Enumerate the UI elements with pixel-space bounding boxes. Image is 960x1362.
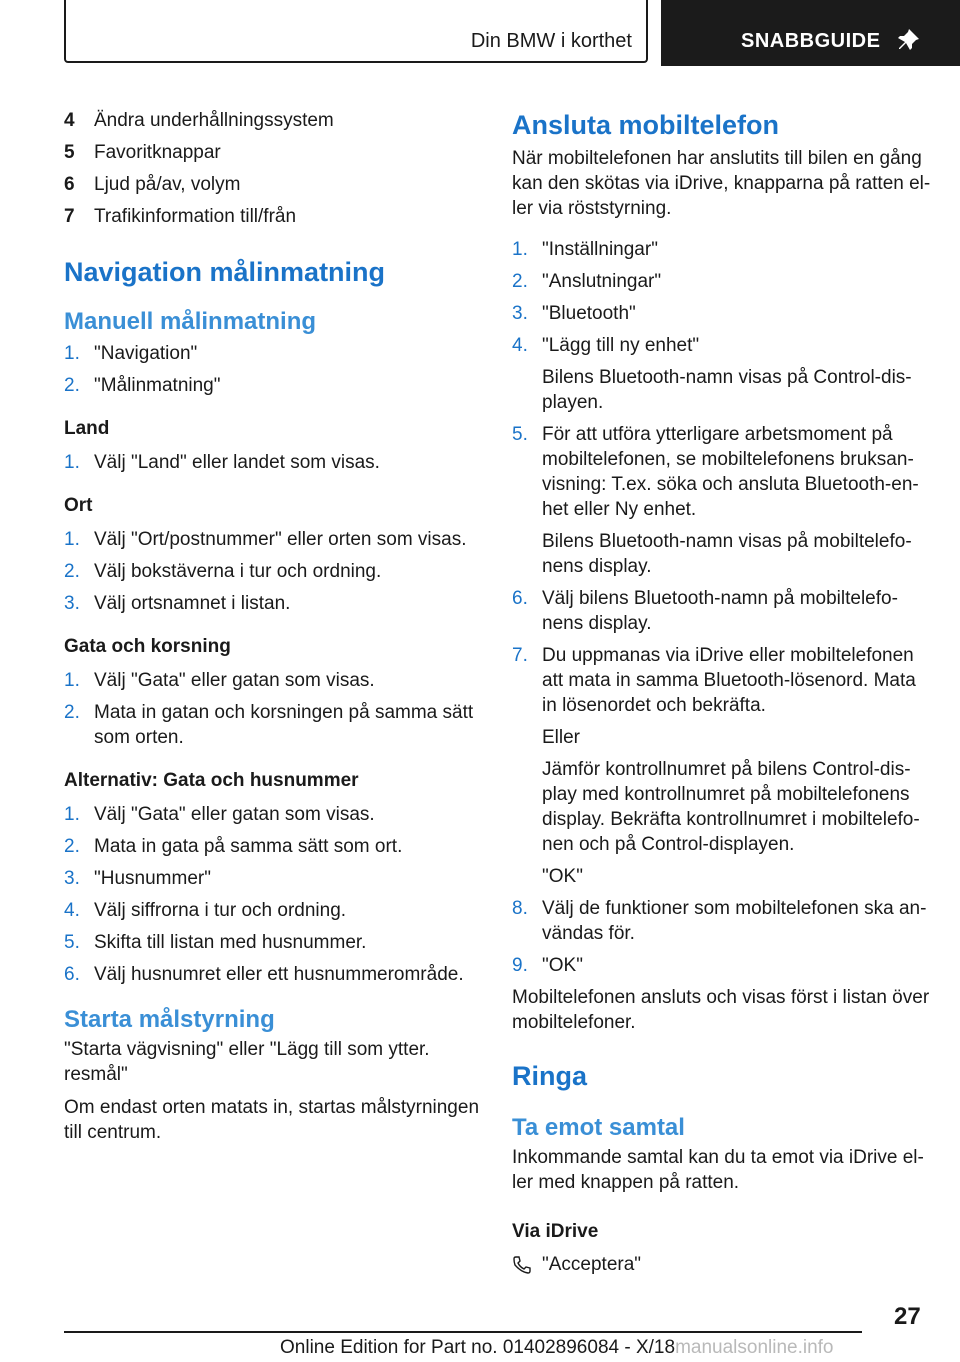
step-number: 4. <box>512 335 528 356</box>
step-number: 6 <box>64 174 75 195</box>
pushpin-icon <box>897 28 921 52</box>
step-text: Välj "Gata" eller gatan som visas. <box>94 670 375 691</box>
list-item <box>64 962 484 987</box>
step-number: 5 <box>64 142 75 163</box>
step-number: 2. <box>64 375 80 396</box>
call-heading: Ringa <box>512 1061 588 1091</box>
accept-label: "Acceptera" <box>542 1254 642 1275</box>
step-text: Välj "Gata" eller gatan som visas. <box>94 804 375 825</box>
alt-heading: Alternativ: Gata och husnummer <box>64 770 359 791</box>
step-number: 1. <box>512 239 528 260</box>
list-item <box>64 172 484 197</box>
page-number: 27 <box>894 1303 921 1330</box>
via-idrive-heading: Via iDrive <box>512 1221 599 1242</box>
step-text: "Målinmatning" <box>94 375 221 396</box>
step-5-note: Bilens Bluetooth-namn visas på mobiltelefonens display. <box>542 531 912 577</box>
mobile-heading: Ansluta mobiltelefon <box>512 110 780 140</box>
step-number: 3. <box>64 593 80 614</box>
step-number: 5. <box>64 932 80 953</box>
step-text: "OK" <box>542 955 583 976</box>
step-number: 7 <box>64 206 75 227</box>
step-text: Du uppmanas via iDrive eller mobiltelefonen att mata in samma Bluetooth-lösenord. Mata in lösenordet och bekräfta. <box>542 645 916 716</box>
footer-text: Online Edition for Part no. 01402896084 - X/18 <box>280 1337 676 1358</box>
step-number: 3. <box>512 303 528 324</box>
step-text: Välj "Land" eller landet som visas. <box>94 452 380 473</box>
list-item <box>64 204 484 229</box>
step-4-note: Bilens Bluetooth-namn visas på Control-displayen. <box>542 367 912 413</box>
mobile-outro: Mobiltelefonen ansluts och visas först i listan över mobiltelefoner. <box>512 987 930 1033</box>
phone-icon <box>512 1255 532 1275</box>
list-item-step-5 <box>512 422 932 522</box>
step-text: Skifta till listan med husnummer. <box>94 932 367 953</box>
step-text: Mata in gatan och korsningen på samma sätt som orten. <box>94 702 474 748</box>
receive-heading: Ta emot samtal <box>512 1114 685 1141</box>
step-number: 2. <box>512 271 528 292</box>
list-item <box>64 591 484 616</box>
header-chapter-title: SNABBGUIDE <box>741 30 881 52</box>
list-item <box>64 450 484 475</box>
footer <box>280 1337 834 1359</box>
land-heading: Land <box>64 418 110 439</box>
step-number: 1. <box>64 343 80 364</box>
step-number: 3. <box>64 868 80 889</box>
list-item <box>512 237 932 262</box>
step-text: Ändra underhållningssystem <box>94 110 334 131</box>
list-item <box>64 930 484 955</box>
step-text: "Inställningar" <box>542 239 658 260</box>
step-text: "Anslutningar" <box>542 271 662 292</box>
header-chapter-tab <box>661 0 960 66</box>
header-section-tab <box>64 0 648 63</box>
list-item <box>64 866 484 891</box>
list-item <box>64 373 484 398</box>
list-item <box>512 301 932 326</box>
step-7-or: Eller <box>542 727 581 748</box>
step-text: Trafikinformation till/från <box>94 206 297 227</box>
step-number: 1. <box>64 452 80 473</box>
list-item <box>64 559 484 584</box>
step-number: 6. <box>512 588 528 609</box>
right-column <box>512 108 932 1289</box>
step-number: 1. <box>64 670 80 691</box>
ort-heading: Ort <box>64 495 93 516</box>
step-text: "Bluetooth" <box>542 303 636 324</box>
start-paragraph-1: "Starta vägvisning" eller "Lägg till som ytter. resmål" <box>64 1039 430 1085</box>
step-number: 2. <box>64 836 80 857</box>
step-number: 7. <box>512 645 528 666</box>
accept-row <box>512 1252 932 1282</box>
list-item <box>64 108 484 133</box>
step-number: 4. <box>64 900 80 921</box>
start-paragraph-2: Om endast orten matats in, startas målstyrningen till centrum. <box>64 1097 480 1143</box>
start-heading: Starta målstyrning <box>64 1006 275 1033</box>
step-text: Välj husnumret eller ett husnummerområde. <box>94 964 464 985</box>
step-text: För att utföra ytterligare arbetsmoment på mobiltelefonen, se mobiltelefonens bruksanvisning: T.ex. söka och ansluta Bluetooth-enhet eller Ny enhet. <box>542 424 919 520</box>
list-item <box>512 333 932 358</box>
list-item <box>64 834 484 859</box>
footer-divider <box>64 1331 862 1333</box>
header-section-title: Din BMW i korthet <box>470 30 632 52</box>
list-item <box>64 802 484 827</box>
list-item <box>64 700 484 750</box>
step-number: 9. <box>512 955 528 976</box>
step-text: "Husnummer" <box>94 868 211 889</box>
step-number: 2. <box>64 702 80 723</box>
list-item <box>64 527 484 552</box>
footer-watermark: manualsonline.info <box>675 1337 834 1358</box>
list-item <box>64 341 484 366</box>
step-number: 5. <box>512 424 528 445</box>
step-text: Välj ortsnamnet i listan. <box>94 593 291 614</box>
step-text: Välj siffrorna i tur och ordning. <box>94 900 347 921</box>
list-item-step-7 <box>512 643 932 718</box>
nav-heading: Navigation målinmatning <box>64 257 386 287</box>
list-item-step-6 <box>512 586 932 636</box>
list-item <box>64 898 484 923</box>
step-number: 1. <box>64 529 80 550</box>
list-item <box>64 140 484 165</box>
list-item-step-8 <box>512 896 932 946</box>
step-text: Favoritknappar <box>94 142 221 163</box>
step-number: 8. <box>512 898 528 919</box>
step-number: 1. <box>64 804 80 825</box>
step-text: Mata in gata på samma sätt som ort. <box>94 836 403 857</box>
list-item-step-9 <box>512 953 932 978</box>
step-text: Välj bilens Bluetooth-namn på mobiltelefonens display. <box>542 588 898 634</box>
step-text: "Lägg till ny enhet" <box>542 335 700 356</box>
mobile-intro: När mobiltelefonen har anslutits till bilen en gång kan den skötas via iDrive, knapparna på ratten eller via röststyrning. <box>512 148 931 219</box>
step-text: Välj bokstäverna i tur och ordning. <box>94 561 382 582</box>
list-item <box>512 269 932 294</box>
step-number: 4 <box>64 110 75 131</box>
step-text: Välj "Ort/postnummer" eller orten som visas. <box>94 529 467 550</box>
step-number: 2. <box>64 561 80 582</box>
step-7-alternative: Jämför kontrollnumret på bilens Control-display med kontrollnumret på mobiltelefonens display. Bekräfta kontrollnumret i mobiltelefonen och på Control-displayen. <box>542 759 920 855</box>
step-text: Ljud på/av, volym <box>94 174 241 195</box>
gata-heading: Gata och korsning <box>64 636 231 657</box>
list-item <box>64 668 484 693</box>
manual-heading: Manuell målinmatning <box>64 308 317 335</box>
left-column <box>64 108 484 1145</box>
step-7-ok: "OK" <box>542 866 583 887</box>
step-number: 6. <box>64 964 80 985</box>
step-text: "Navigation" <box>94 343 198 364</box>
receive-paragraph: Inkommande samtal kan du ta emot via iDrive eller med knappen på ratten. <box>512 1147 924 1193</box>
step-text: Välj de funktioner som mobiltelefonen ska användas för. <box>542 898 927 944</box>
